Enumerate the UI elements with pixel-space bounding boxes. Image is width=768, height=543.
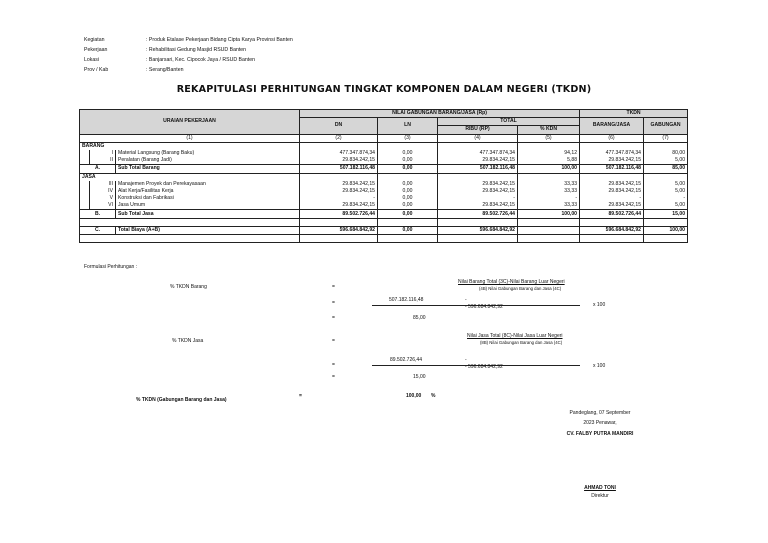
empty-cell [580, 235, 644, 243]
value-kdn: - [518, 195, 580, 202]
info-value: : Rehabilitasi Gedung Masjid RSUD Banten [146, 47, 247, 53]
jasa-result: 15,00 [413, 374, 426, 380]
eq-sign: = [332, 362, 335, 368]
jasa-den-label: (8B) Nilai Gabungan Barang dan Jasa (4C) [480, 340, 563, 345]
row-label: Peralatan (Barang Jadi) [116, 157, 300, 165]
info-label: Pekerjaan [84, 47, 108, 53]
value-ln: 0,00 [378, 188, 438, 195]
barang-num-value: 507.182.116,48 [389, 297, 424, 303]
row-number: VI [90, 202, 116, 210]
value-barang-jasa: 29.834.242,15 [580, 202, 644, 210]
table-row [80, 218, 688, 226]
barang-result: 85,00 [413, 315, 426, 321]
info-row [84, 67, 184, 73]
table-row [80, 157, 688, 165]
header-barang-jasa: BARANG/JASA [580, 118, 644, 134]
year-role: 2023 Penawar, [583, 420, 617, 426]
value-kdn: 100,00 [518, 165, 580, 173]
value-dn: 29.834.242,15 [300, 188, 378, 195]
value-ln: 0,00 [378, 202, 438, 210]
jasa-dash: - [465, 357, 467, 363]
jasa-den-value: - 596.684.842,92 [465, 364, 503, 370]
table-row [80, 150, 688, 157]
empty-cell [644, 235, 688, 243]
value-ln: 0,00 [378, 181, 438, 188]
empty-cell [518, 235, 580, 243]
section-label: JASA [80, 173, 300, 181]
empty-cell [438, 142, 518, 150]
empty-cell [378, 218, 438, 226]
tkdn-barang-label: % TKDN Barang [170, 284, 207, 290]
value-total: 29.834.242,15 [438, 181, 518, 188]
value-kdn: 33,33 [518, 181, 580, 188]
empty-cell [378, 142, 438, 150]
info-value: : Banjarsari, Kec. Cipocok Jaya / RSUD Banten [146, 57, 255, 63]
row-label: Material Langsung (Barang Baku) [116, 150, 300, 157]
company-name: CV. FALBY PUTRA MANDIRI [566, 431, 634, 437]
info-row [84, 57, 255, 63]
value-barang-jasa: 29.834.242,15 [580, 157, 644, 165]
row-number: C. [80, 226, 116, 234]
table-row [80, 210, 688, 218]
empty-cell [80, 188, 90, 195]
value-ln: 0,00 [378, 210, 438, 218]
value-dn: 507.182.116,48 [300, 165, 378, 173]
value-kdn: 94,12 [518, 150, 580, 157]
jasa-x100: x 100 [593, 363, 606, 369]
column-index: (3) [378, 134, 438, 142]
empty-cell [80, 235, 300, 243]
signer-title: Direktur [591, 493, 609, 499]
header-gabungan: GABUNGAN [644, 118, 688, 134]
value-barang-jasa: - [580, 195, 644, 202]
value-total: 507.182.116,48 [438, 165, 518, 173]
table-row [80, 235, 688, 243]
row-label: Sub Total Jasa [116, 210, 300, 218]
table-row [80, 226, 688, 234]
empty-cell [80, 218, 300, 226]
value-ln: 0,00 [378, 195, 438, 202]
header-dn: DN [300, 118, 378, 134]
table-row [80, 142, 688, 150]
tkdn-gabungan-value: 100,00 [406, 393, 422, 399]
row-number: IV [90, 188, 116, 195]
table-row [80, 188, 688, 195]
row-label: Alat Kerja/Fasilitas Kerja [116, 188, 300, 195]
value-total: 477.347.874,34 [438, 150, 518, 157]
value-dn: - [300, 195, 378, 202]
info-label: Lokasi [84, 57, 99, 63]
empty-cell [518, 173, 580, 181]
barang-den-label: (4B) Nilai Gabungan Barang dan Jasa (4C) [479, 286, 562, 291]
value-dn: 596.684.842,92 [300, 226, 378, 234]
barang-dash: - [465, 297, 467, 303]
empty-cell [378, 173, 438, 181]
formula-title: Formulasi Perhitungan : [84, 264, 138, 270]
header-tkdn: TKDN [580, 110, 688, 118]
empty-cell [300, 173, 378, 181]
tkdn-jasa-label: % TKDN Jasa [172, 338, 204, 344]
empty-cell [80, 195, 90, 202]
value-total: 29.834.242,15 [438, 157, 518, 165]
value-ln: 0,00 [378, 150, 438, 157]
header-uraian: URAIAN PEKERJAAN [80, 110, 300, 135]
value-gabungan: 5,00 [644, 202, 688, 210]
column-index: (7) [644, 134, 688, 142]
header-kdn: % KDN [518, 126, 580, 134]
signer-name: AHMAD TONI [584, 485, 616, 491]
table-row [80, 195, 688, 202]
empty-cell [80, 150, 90, 157]
row-label: Manajemen Proyek dan Perekayasaan [116, 181, 300, 188]
value-kdn [518, 226, 580, 234]
value-kdn: 33,33 [518, 188, 580, 195]
value-total: 29.834.242,15 [438, 188, 518, 195]
value-dn: 89.502.726,44 [300, 210, 378, 218]
row-number: III [90, 181, 116, 188]
tkdn-gabungan-label: % TKDN (Gabungan Barang dan Jasa) [136, 397, 227, 403]
column-index: (6) [580, 134, 644, 142]
value-kdn: 100,00 [518, 210, 580, 218]
value-barang-jasa: 477.347.874,34 [580, 150, 644, 157]
empty-cell [438, 173, 518, 181]
value-gabungan: 85,00 [644, 165, 688, 173]
empty-cell [300, 235, 378, 243]
value-barang-jasa: 507.182.116,48 [580, 165, 644, 173]
info-label: Prov / Kab [84, 67, 109, 73]
value-gabungan: 5,00 [644, 157, 688, 165]
eq-sign: = [332, 315, 335, 321]
eq-sign: = [332, 300, 335, 306]
value-barang-jasa: 29.834.242,15 [580, 181, 644, 188]
value-dn: 477.347.874,34 [300, 150, 378, 157]
info-value: : Produk Etalase Pekerjaan Bidang Cipta Karya Provinsi Banten [146, 37, 293, 43]
empty-cell [80, 181, 90, 188]
section-label: BARANG [80, 142, 300, 150]
eq-sign: = [332, 374, 335, 380]
empty-cell [378, 235, 438, 243]
jasa-num-label: Nilai Jasa Total (8C)-Nilai Jasa Luar Negeri [467, 333, 563, 339]
empty-cell [580, 173, 644, 181]
row-number: I [90, 150, 116, 157]
empty-cell [300, 218, 378, 226]
header-nilai: NILAI GABUNGAN BARANG/JASA (Rp) [300, 110, 580, 118]
info-row [84, 37, 293, 43]
value-barang-jasa: 29.834.242,15 [580, 188, 644, 195]
table-row [80, 165, 688, 173]
value-dn: 29.834.242,15 [300, 202, 378, 210]
value-ln: 0,00 [378, 226, 438, 234]
tkdn-table [79, 109, 688, 243]
percent-sign: % [431, 393, 436, 399]
row-number: II [90, 157, 116, 165]
header-total: TOTAL [438, 118, 580, 126]
empty-cell [644, 142, 688, 150]
value-gabungan: 80,00 [644, 150, 688, 157]
empty-cell [80, 202, 90, 210]
eq-sign: = [332, 284, 335, 290]
empty-cell [644, 218, 688, 226]
barang-num-label: Nilai Barang Total (3C)-Nilai Barang Luar Negeri [458, 279, 565, 285]
empty-cell [80, 157, 90, 165]
place-date: Pandeglang, 07 September [569, 410, 631, 416]
value-kdn: 5,88 [518, 157, 580, 165]
empty-cell [518, 142, 580, 150]
value-total: 89.502.726,44 [438, 210, 518, 218]
header-ln: LN [378, 118, 438, 134]
value-gabungan: 15,00 [644, 210, 688, 218]
info-row [84, 47, 246, 53]
page-title: REKAPITULASI PERHITUNGAN TINGKAT KOMPONEN DALAM NEGERI (TKDN) [176, 84, 592, 95]
row-label: Konstruksi dan Fabrikasi [116, 195, 300, 202]
value-gabungan: - [644, 195, 688, 202]
column-index: (4) [438, 134, 518, 142]
info-value: : Serang/Banten [146, 67, 184, 73]
column-index: (2) [300, 134, 378, 142]
value-barang-jasa: 596.684.842,92 [580, 226, 644, 234]
value-ln: 0,00 [378, 165, 438, 173]
empty-cell [518, 218, 580, 226]
empty-cell [300, 142, 378, 150]
table-row [80, 173, 688, 181]
header-ribu: RIBU (RP) [438, 126, 518, 134]
value-total: - [438, 195, 518, 202]
row-label: Total Biaya (A+B) [116, 226, 300, 234]
row-number: V [90, 195, 116, 202]
empty-cell [438, 235, 518, 243]
value-gabungan: 5,00 [644, 188, 688, 195]
empty-cell [580, 142, 644, 150]
jasa-num-value: 89.502.726,44 [390, 357, 422, 363]
value-total: 596.684.842,92 [438, 226, 518, 234]
row-label: Sub Total Barang [116, 165, 300, 173]
value-dn: 29.834.242,15 [300, 181, 378, 188]
value-gabungan: 100,00 [644, 226, 688, 234]
value-kdn: 33,33 [518, 202, 580, 210]
value-dn: 29.834.242,15 [300, 157, 378, 165]
value-gabungan: 5,00 [644, 181, 688, 188]
barang-den-value: - 596.684.842,92 [465, 304, 503, 310]
value-ln: 0,00 [378, 157, 438, 165]
row-label: Jasa Umum [116, 202, 300, 210]
barang-x100: x 100 [593, 302, 606, 308]
table-row [80, 181, 688, 188]
table-row [80, 202, 688, 210]
value-barang-jasa: 89.502.726,44 [580, 210, 644, 218]
column-index: (1) [80, 134, 300, 142]
column-index: (5) [518, 134, 580, 142]
eq-sign: = [332, 338, 335, 344]
row-number: A. [80, 165, 116, 173]
row-number: B. [80, 210, 116, 218]
empty-cell [580, 218, 644, 226]
value-total: 29.834.242,15 [438, 202, 518, 210]
empty-cell [644, 173, 688, 181]
info-label: Kegiatan [84, 37, 105, 43]
empty-cell [438, 218, 518, 226]
eq-sign: = [299, 393, 302, 399]
